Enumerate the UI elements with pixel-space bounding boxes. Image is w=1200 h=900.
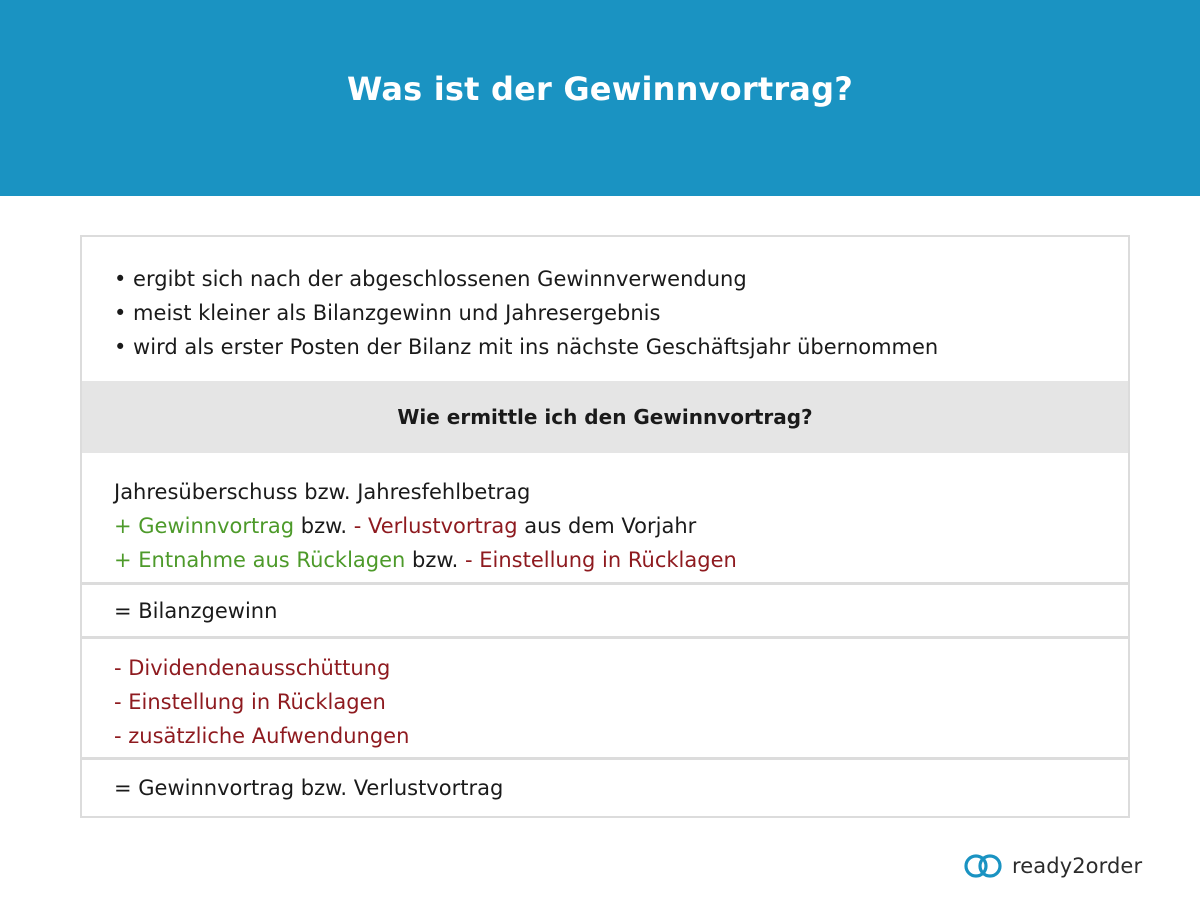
calc-negative-term: - Einstellung in Rücklagen: [465, 548, 737, 572]
brand-logo: [964, 848, 1142, 884]
calc-connector: bzw.: [294, 514, 354, 538]
calc-line-1: Jahresüberschuss bzw. Jahresfehlbetrag: [114, 480, 531, 504]
bilanzgewinn-row: [82, 585, 1128, 639]
deduction-item: - zusätzliche Aufwendungen: [114, 724, 410, 748]
bullet-item: • wird als erster Posten der Bilanz mit ins nächste Geschäftsjahr übernommen: [114, 335, 939, 359]
bullet-list: [82, 237, 1128, 381]
calc-tail: aus dem Vorjahr: [517, 514, 697, 538]
ready2order-logo-icon: [964, 851, 1002, 881]
calc-positive-term: + Gewinnvortrag: [114, 514, 295, 538]
info-panel: [80, 235, 1130, 818]
deduction-item: - Dividendenausschüttung: [114, 656, 391, 680]
subheading: Wie ermittle ich den Gewinnvortrag?: [397, 405, 813, 429]
calc-negative-term: - Verlustvortrag: [353, 514, 518, 538]
header-banner: [0, 0, 1200, 196]
bullet-item: • meist kleiner als Bilanzgewinn und Jahresergebnis: [114, 301, 661, 325]
result-label: = Gewinnvortrag bzw. Verlustvortrag: [114, 776, 504, 800]
brand-name: ready2order: [1012, 854, 1143, 878]
calc-line-2: [114, 509, 1128, 543]
calculation-block: [82, 453, 1128, 585]
result-row: [82, 760, 1128, 816]
deductions-block: [82, 639, 1128, 760]
deduction-item: - Einstellung in Rücklagen: [114, 690, 386, 714]
bilanzgewinn-label: = Bilanzgewinn: [114, 598, 278, 623]
calc-positive-term: + Entnahme aus Rücklagen: [114, 548, 406, 572]
calc-line-3: [114, 543, 1128, 577]
subheading-bar: [82, 381, 1128, 453]
bullet-item: • ergibt sich nach der abgeschlossenen Gewinnverwendung: [114, 267, 747, 291]
page-title: Was ist der Gewinnvortrag?: [347, 70, 853, 108]
calc-connector: bzw.: [405, 548, 465, 572]
